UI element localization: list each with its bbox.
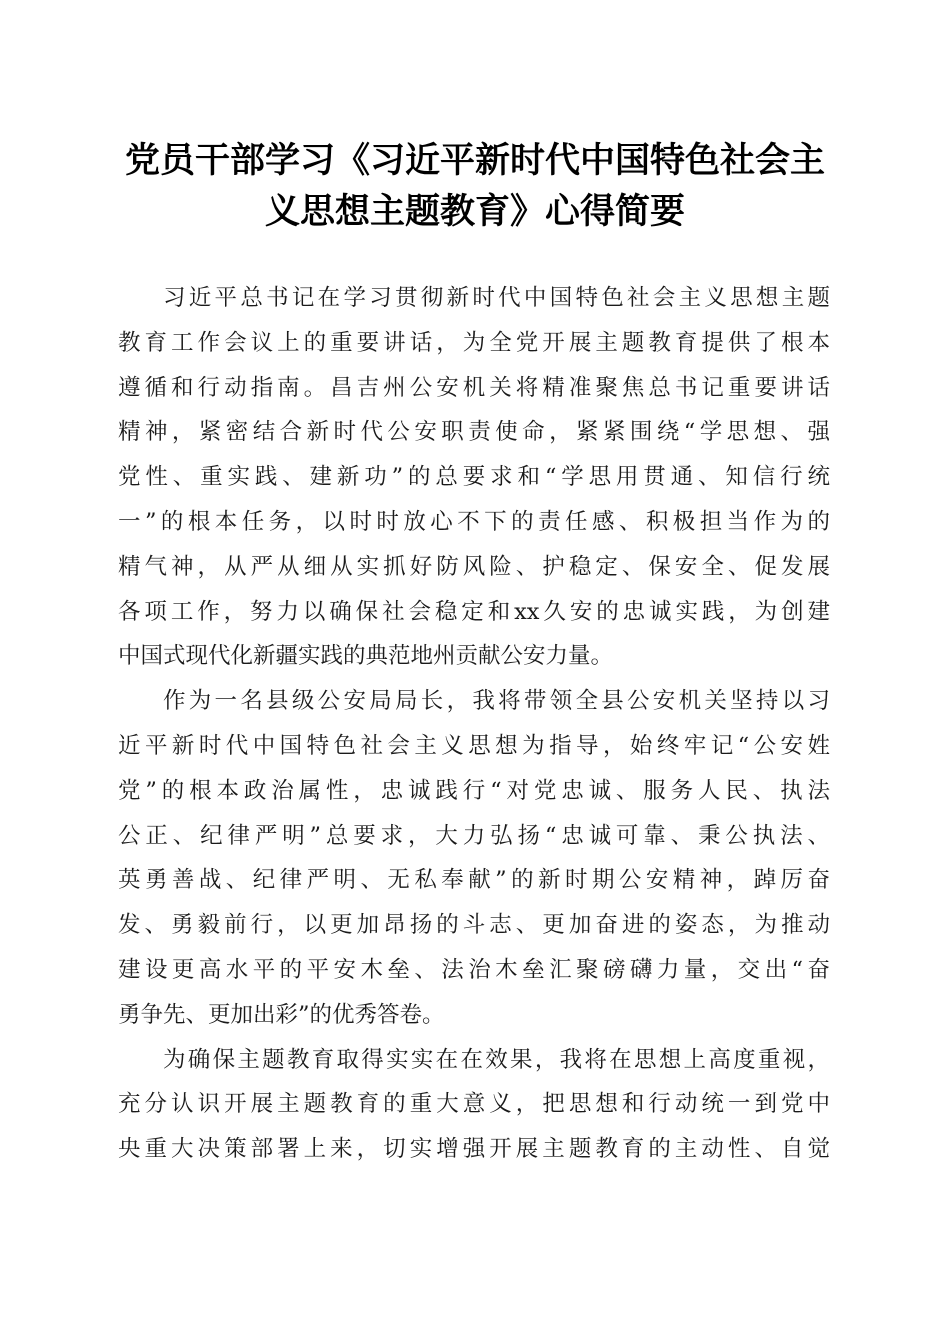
paragraph-3 (118, 1038, 830, 1172)
text-line: 精气神，从严从细从实抓好防风险、护稳定、保安全、促发展 (118, 553, 830, 580)
title-line: 义思想主题教育》心得简要 (264, 192, 685, 232)
text-line: 充分认识开展主题教育的重大意义，把思想和行动统一到党中 (118, 1091, 830, 1118)
text-line: 教育工作会议上的重要讲话，为全党开展主题教育提供了根本 (118, 329, 830, 356)
text-line: 各项工作，努力以确保社会稳定和xx久安的忠诚实践，为创建 (118, 598, 830, 625)
text-line: 党”的根本政治属性，忠诚践行“对党忠诚、服务人民、执法 (118, 777, 830, 804)
text-line: 精神，紧密结合新时代公安职责使命，紧紧围绕“学思想、强 (118, 419, 830, 446)
text-line: 遵循和行动指南。昌吉州公安机关将精准聚焦总书记重要讲话 (118, 374, 830, 401)
text-line: 作为一名县级公安局局长，我将带领全县公安机关坚持以习 (163, 688, 830, 715)
text-line: 勇争先、更加出彩”的优秀答卷。 (118, 1001, 445, 1028)
text-line: 央重大决策部署上来，切实增强开展主题教育的主动性、自觉 (118, 1136, 830, 1163)
paragraph-1 (118, 276, 830, 679)
text-line: 建设更高水平的平安木垒、法治木垒汇聚磅礴力量，交出“奋 (118, 956, 830, 983)
document-title (110, 136, 840, 238)
text-line: 习近平总书记在学习贯彻新时代中国特色社会主义思想主题 (163, 285, 830, 311)
text-line: 发、勇毅前行，以更加昂扬的斗志、更加奋进的姿态，为推动 (118, 912, 830, 939)
document-body (118, 276, 830, 1172)
text-line: 中国式现代化新疆实践的典范地州贡献公安力量。 (118, 643, 614, 670)
text-line: 一”的根本任务，以时时放心不下的责任感、积极担当作为的 (118, 508, 830, 535)
title-line: 党员干部学习《习近平新时代中国特色社会主 (124, 141, 825, 181)
text-line: 近平新时代中国特色社会主义思想为指导，始终牢记“公安姓 (118, 732, 830, 759)
text-line: 英勇善战、纪律严明、无私奉献”的新时期公安精神，踔厉奋 (118, 867, 830, 894)
text-line: 党性、重实践、建新功”的总要求和“学思用贯通、知信行统 (118, 464, 830, 491)
text-line: 公正、纪律严明”总要求，大力弘扬“忠诚可靠、秉公执法、 (118, 822, 830, 849)
paragraph-2 (118, 679, 830, 1037)
text-line: 为确保主题教育取得实实在在效果，我将在思想上高度重视， (163, 1046, 830, 1073)
